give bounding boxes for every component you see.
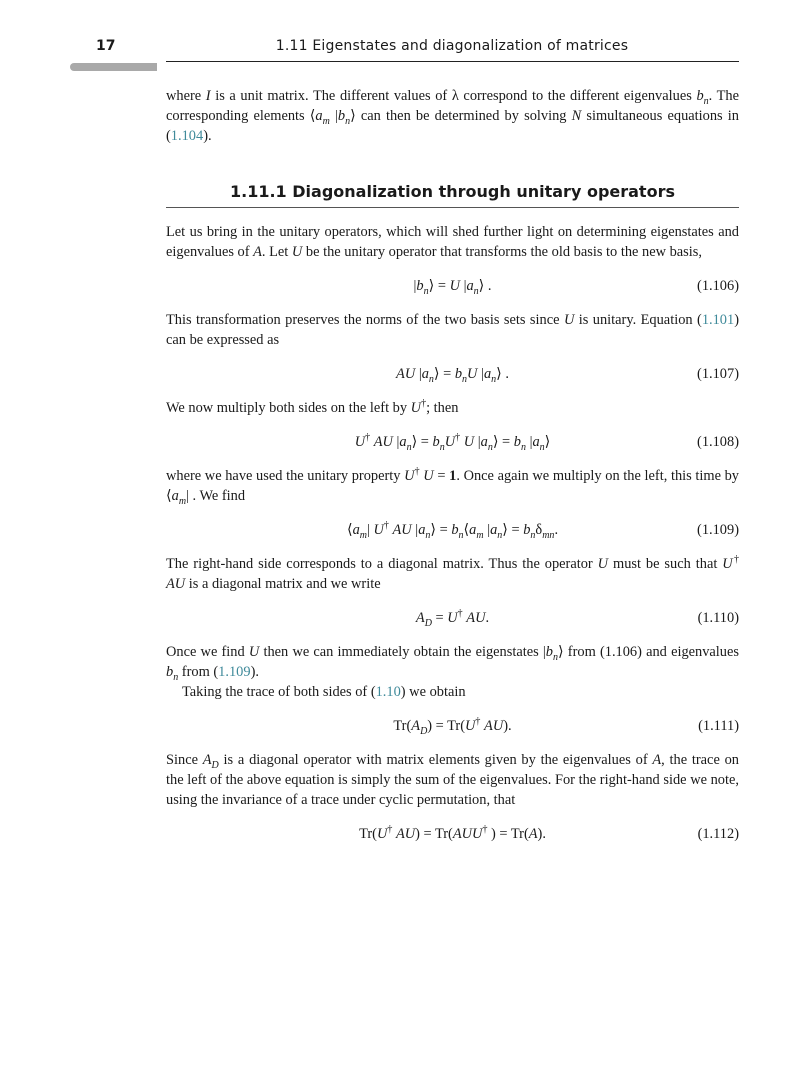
equation-1-109: $⟨a_m|$ U† AU $|a_n⟩$ = $b_n⟨a_m$ $|a_n⟩ = b_n\delta_{mn}$. (1.109) [346,520,739,541]
running-title: 1.11 Eigenstates and diagonalization of matrices [275,38,629,54]
equation-number: (1.106) [697,278,739,294]
equation-number: (1.107) [697,366,739,382]
equation-1-106: $|b_n⟩ = U$ $|a_n⟩$ . (1.106) [166,275,739,297]
paragraph-multiply: We now multiply both sides on the left by U†; then [166,398,459,416]
paragraph-unitary: Let us bring in the unitary operators, which will shed further light on determining eigenstates and eigenvalues of A. Let U be the unitary operator that transforms the old basis to the new basis, [166,224,739,260]
paragraph-since: Since $A_D$ is a diagonal operator with matrix elements given by the eigenvalues of A, the trace on the left of the above equation is simply the sum of the eigenvalues. For the right-hand side we note, using the invariance of a trace under cyclic permutation, that [166,752,739,808]
equation-1-107: AU $|a_n⟩ = b_nU$ $|a_n⟩$ . (1.107) [166,363,739,385]
header-rule [166,61,739,62]
paragraph-once: Once we find U then we can immediately obtain the eigenstates $|b_n⟩$ from (1.106) and eigenvalues $b_n$ from (1.109). [166,644,739,683]
header-tab-bar [70,63,157,71]
equation-link[interactable]: 1.10 [375,684,401,700]
equation-link[interactable]: 1.109 [218,664,251,680]
paragraph-norms: This transformation preserves the norms of the two basis sets since U is unitary. Equation (1.101) can be expressed as [166,312,739,348]
equation-number: (1.109) [697,522,739,538]
equation-number: (1.111) [698,718,739,734]
equation-number: (1.108) [697,434,739,450]
equation-1-110: $A_D = U^\dagger$ AU. (1.110) [415,608,739,629]
equation-1-111: $Tr(A_D) = Tr(U^\dagger$ AU). (1.111) [393,716,739,737]
equation-link[interactable]: 1.104 [170,128,204,144]
page-number: 17 [96,38,116,54]
paragraph-trace: Taking the trace of both sides of (1.10) we obtain [182,684,466,700]
paragraph-intro: where I is a unit matrix. The different values of λ correspond to the different eigenvalues $b_n$. The corresponding elements $⟨a_m$ $|b_n⟩$ can then be determined by solving N simultaneous equations in (1.104). [166,88,739,144]
equation-number: (1.112) [697,826,739,842]
page-body [166,86,739,858]
equation-1-112: Tr(U† AU) = Tr(AUU† ) = Tr(A). (1.112) [166,823,739,845]
paragraph-diagonal: The right-hand side corresponds to a diagonal matrix. Thus the operator U must be such that U† AU is a diagonal matrix and we write [166,554,740,592]
equation-number: (1.110) [697,610,739,626]
paragraph-property: where we have used the unitary property U† U = 1. Once again we multiply on the left, this time by $⟨a_m|$ . We find [166,466,740,507]
equation-1-108: U† AU $|a_n⟩ = b_nU^\dagger$ U $|a_n⟩ = b_n$ $|a_n⟩$ (1.108) [354,432,739,453]
section-heading: 1.11.1 Diagonalization through unitary operators [166,182,739,208]
equation-link[interactable]: 1.101 [701,312,735,328]
